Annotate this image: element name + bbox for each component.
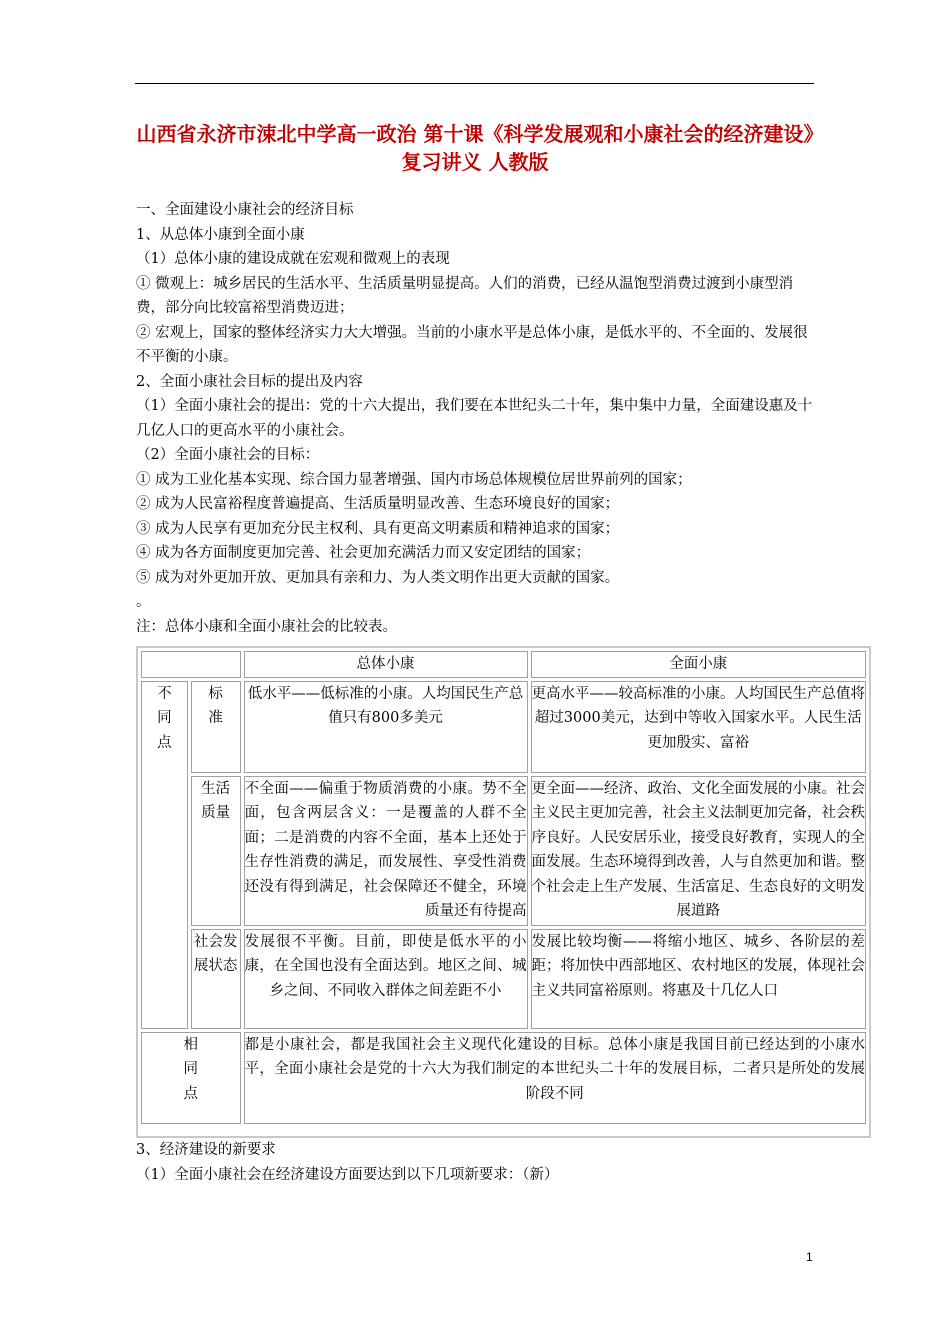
document-title: 山西省永济市涑北中学高一政治 第十课《科学发展观和小康社会的经济建设》复习讲义 人教版 [136,122,814,174]
paragraph: ② 宏观上，国家的整体经济实力大大增强。当前的小康水平是总体小康，是低水平的、不全面的、发展很不平衡的小康。 [136,324,808,365]
row-label-text: 标准 [208,685,223,726]
paragraph: （2）全面小康社会的目标： [136,447,320,463]
row-label [191,681,241,773]
list-item: ① 成为工业化基本实现、综合国力显著增强、国内市场总体规模位居世界前列的国家； [136,471,692,488]
table-cell: 更全面——经济、政治、文化全面发展的小康。社会主义民主更加完善，社会主义法制更加完备，社会秩序良好。人民安居乐业，接受良好教育，实现人的全面发展。生态环境得到改善，人与自然更加和谐。整个社会走上生产发展、生活富足、生态良好的文明发展道路 [531,776,866,926]
table-header-cell: 全面小康 [531,651,866,678]
table-cell: 发展很不平衡。目前，即使是低水平的小康，在全国也没有全面达到。地区之间、城乡之间、不同收入群体之间差距不小 [244,929,528,1029]
body-text [136,198,816,639]
table-cell: 更高水平——较高标准的小康。人均国民生产总值将超过3000美元，达到中等收入国家水平。人民生活更加殷实、富裕 [531,681,866,773]
row-label-text: 社会发展状态 [193,933,238,974]
table-cell: 发展比较均衡——将缩小地区、城乡、各阶层的差距；将加快中西部地区、农村地区的发展，体现社会主义共同富裕原则。将惠及十几亿人口 [531,929,866,1029]
row-group-label [141,681,188,1029]
paragraph: （1）全面小康社会在经济建设方面要达到以下几项新要求：（新） [136,1166,559,1183]
table-row [141,776,866,926]
comparison-table [136,646,871,1138]
paragraph: ① 微观上：城乡居民的生活水平、生活质量明显提高。人们的消费，已经从温饱型消费过渡到小康型消费，部分向比较富裕型消费迈进； [136,275,794,316]
paragraph: （1）总体小康的建设成就在宏观和微观上的表现 [136,251,450,267]
header-rule [135,83,814,84]
subsection-heading: 1、从总体小康到全面小康 [136,226,305,243]
paragraph: （1）全面小康社会的提出：党的十六大提出，我们要在本世纪头二十年，集中集中力量，全面建设惠及十几亿人口的更高水平的小康社会。 [136,398,813,439]
row-label [191,776,241,926]
table-cell: 低水平——低标准的小康。人均国民生产总值只有800多美元 [244,681,528,773]
table-header-row [141,651,866,678]
diff-label: 不同点 [157,685,172,751]
table-cell: 不全面——偏重于物质消费的小康。势不全面，包含两层含义：一是覆盖的人群不全面；二是消费的内容不全面，基本上还处于生存性消费的满足，而发展性、享受性消费还没有得到满足，社会保障还不健全，环境质量还有待提高 [244,776,528,926]
page-number: 1 [806,1250,813,1264]
section-heading: 一、全面建设小康社会的经济目标 [136,202,354,218]
table-caption: 注：总体小康和全面小康社会的比较表。 [136,618,397,635]
list-item: ⑤ 成为对外更加开放、更加具有亲和力、为人类文明作出更大贡献的国家。 [136,569,620,586]
list-item: ② 成为人民富裕程度普遍提高、生活质量明显改善、生态环境良好的国家； [136,496,620,512]
row-label [141,1032,241,1124]
subsection-heading: 2、全面小康社会目标的提出及内容 [136,373,363,390]
table-row [141,929,866,1029]
list-item: ④ 成为各方面制度更加完善、社会更加充满活力而又安定团结的国家； [136,545,591,561]
after-table-text [136,1138,816,1187]
row-label [191,929,241,1029]
table-cell: 都是小康社会，都是我国社会主义现代化建设的目标。总体小康是我国目前已经达到的小康水平，全面小康社会是党的十六大为我们制定的本世纪头二十年的发展目标，二者只是所处的发展阶段不同 [244,1032,866,1124]
table-header-cell [141,651,241,678]
row-label-text: 生活质量 [201,780,231,821]
table-row [141,1032,866,1124]
list-item: ③ 成为人民享有更加充分民主权利、具有更高文明素质和精神追求的国家； [136,520,620,537]
same-label: 相同点 [183,1036,199,1102]
table-row [141,681,866,773]
table-header-cell: 总体小康 [244,651,528,678]
subsection-heading: 3、经济建设的新要求 [136,1142,276,1158]
paragraph: 。 [136,594,151,610]
